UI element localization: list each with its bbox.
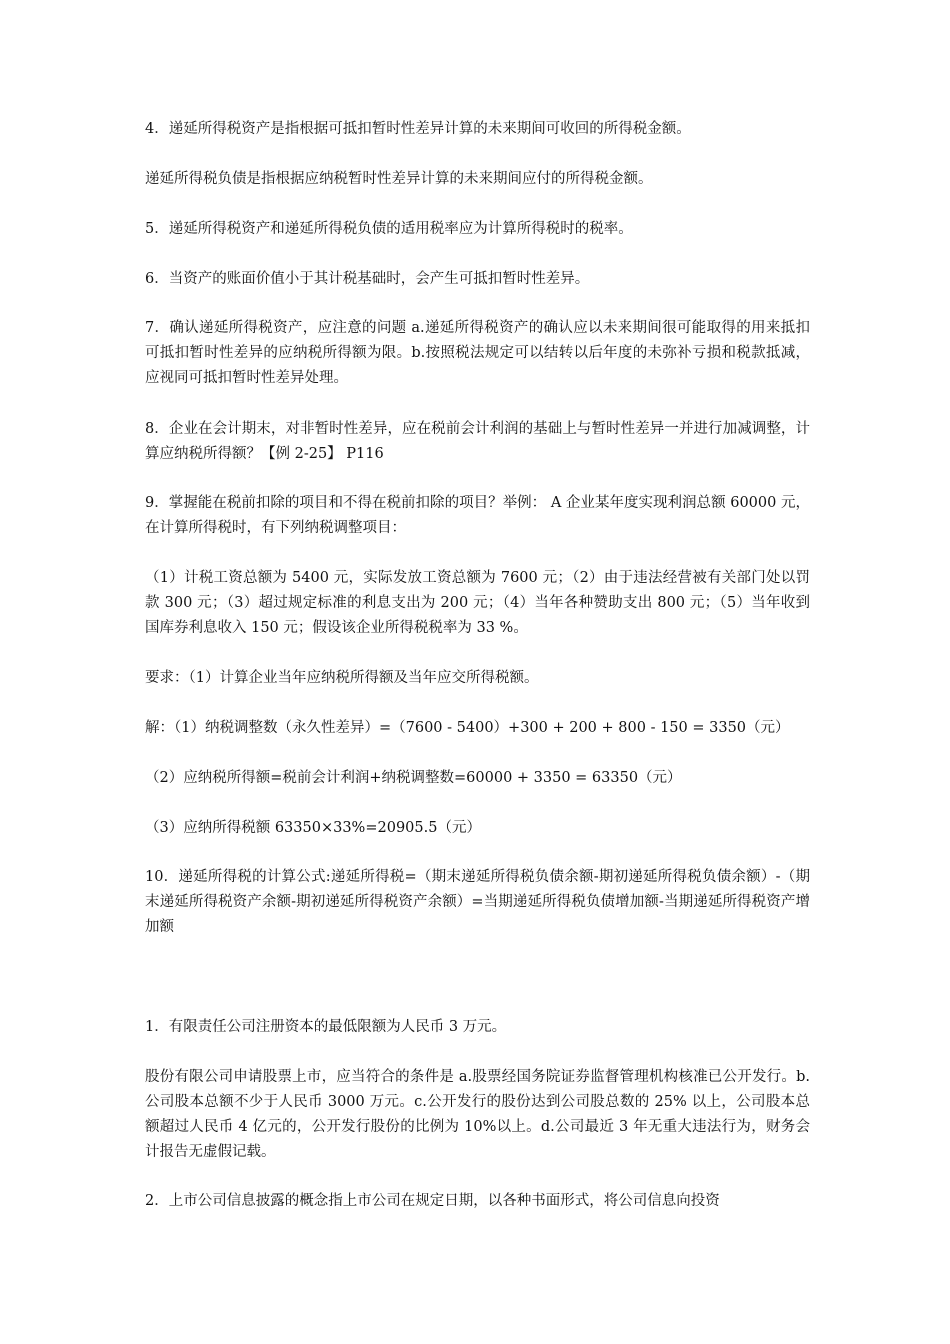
paragraph-solution-3: （3）应纳所得税额 63350×33%=20905.5（元）: [145, 820, 481, 836]
paragraph-solution-2: （2）应纳税所得额=税前会计利润+纳税调整数=60000 + 3350 = 63350（元）: [145, 770, 682, 786]
paragraph-section2-item-2: 2．上市公司信息披露的概念指上市公司在规定日期，以各种书面形式，将公司信息向投资: [145, 1193, 720, 1209]
paragraph-item-4: 4．递延所得税资产是指根据可抵扣暂时性差异计算的未来期间可收回的所得税金额。: [145, 121, 691, 137]
paragraph-item-5: 5．递延所得税资产和递延所得税负债的适用税率应为计算所得税时的税率。: [145, 221, 633, 237]
paragraph-section2-item-1: 1．有限责任公司注册资本的最低限额为人民币 3 万元。: [145, 1019, 507, 1035]
paragraph-solution-1: 解：（1）纳税调整数（永久性差异）=（7600 - 5400）+300 + 200 + 800 - 150 = 3350（元）: [145, 720, 790, 736]
paragraph-item-7: 7．确认递延所得税资产，应注意的问题 a.递延所得税资产的确认应以未来期间很可能取得的用来抵扣可抵扣暂时性差异的应纳税所得额为限。b.按照税法规定可以结转以后年度的未弥补亏损和税款抵减，应视同可抵扣暂时性差异处理。: [145, 320, 810, 386]
paragraph-deferred-liability: 递延所得税负债是指根据应纳税暂时性差异计算的未来期间应付的所得税金额。: [145, 171, 653, 187]
paragraph-listing-conditions: 股份有限公司申请股票上市，应当符合的条件是 a.股票经国务院证券监督管理机构核准已公开发行。b.公司股本总额不少于人民币 3000 万元。c.公开发行的股份达到公司股总数的 25% 以上，公司股本总额超过人民币 4 亿元的，公开发行股份的比例为 10%以上。d.公司最近 3 年无重大违法行为，财务会计报告无虚假记载。: [145, 1069, 810, 1160]
paragraph-item-10: 10．递延所得税的计算公式:递延所得税=（期末递延所得税负债余额-期初递延所得税负债余额）-（期末递延所得税资产余额-期初递延所得税资产余额）=当期递延所得税负债增加额-当期递延所得税资产增加额: [145, 869, 810, 935]
paragraph-item-9: 9．掌握能在税前扣除的项目和不得在税前扣除的项目？举例： A 企业某年度实现利润总额 60000 元，在计算所得税时，有下列纳税调整项目：: [145, 495, 810, 536]
paragraph-item-6: 6．当资产的账面价值小于其计税基础时，会产生可抵扣暂时性差异。: [145, 271, 590, 287]
paragraph-requirement: 要求：（1）计算企业当年应纳税所得额及当年应交所得税额。: [145, 670, 539, 686]
paragraph-adjustment-items: （1）计税工资总额为 5400 元，实际发放工资总额为 7600 元；（2）由于违法经营被有关部门处以罚款 300 元；（3）超过规定标准的利息支出为 200 元；（4）当年各种赞助支出 800 元；（5）当年收到国库券利息收入 150 元；假设该企业所得税税率为 33 %。: [145, 570, 810, 636]
paragraph-item-8: 8．企业在会计期末，对非暂时性差异，应在税前会计利润的基础上与暂时性差异一并进行加减调整，计算应纳税所得额？【例 2-25】 P116: [145, 421, 810, 462]
